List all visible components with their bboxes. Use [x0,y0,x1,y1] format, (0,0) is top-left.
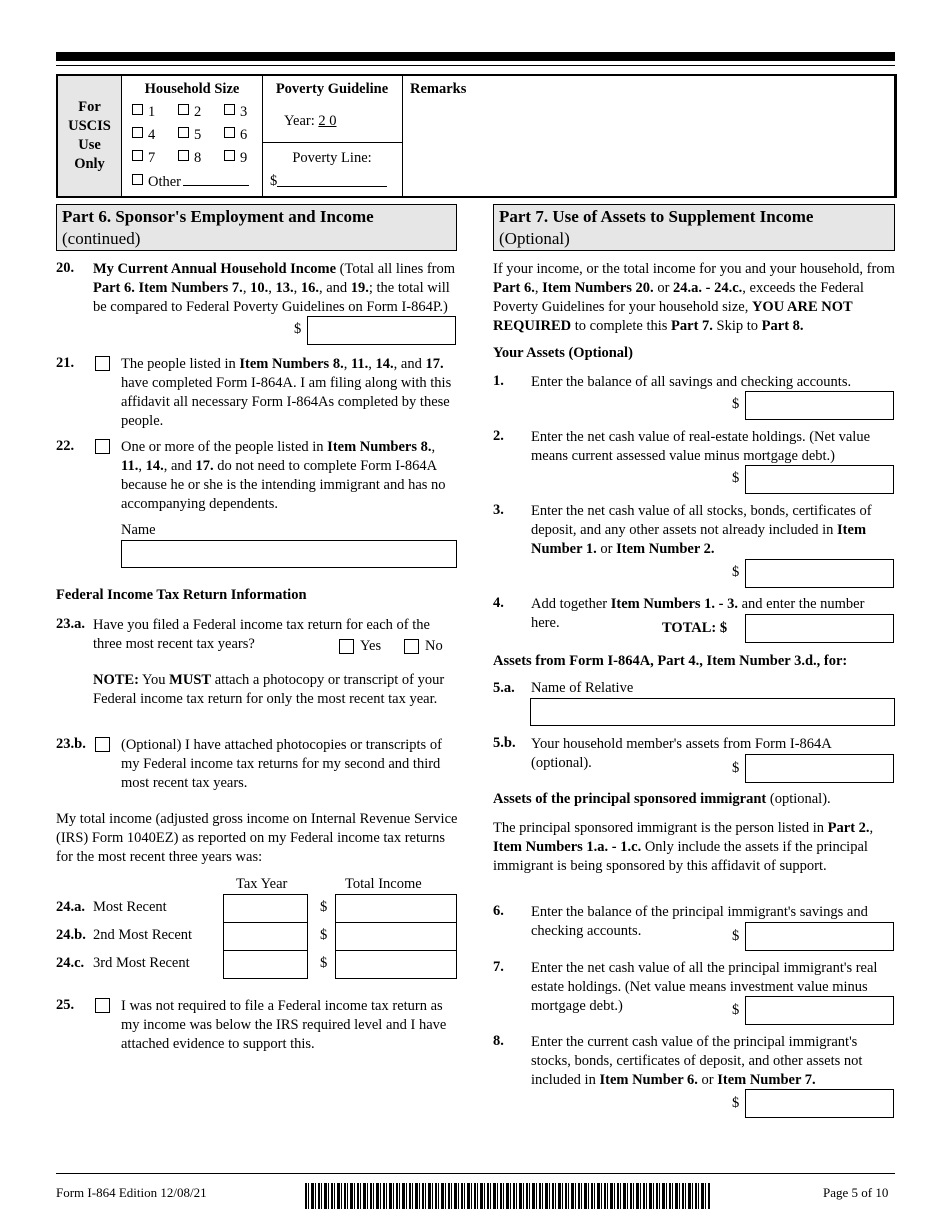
p7-item-6-text: Enter the balance of the principal immigrant's savings and checking accounts. [531,904,868,939]
item-23a-yes-checkbox[interactable] [339,639,354,654]
household-option-other[interactable]: Other [132,173,249,191]
item-22-text: One or more of the people listed in Item Numbers 8., 11., 14., and 17. do not need to complete Form I-864A because he or she is the intending immigrant and has no accompanying dependents. [121,439,446,512]
household-option-2[interactable]: 2 [178,104,224,121]
household-income-input[interactable] [307,316,456,345]
immigrant-savings-input[interactable] [745,922,894,951]
poverty-year-field[interactable]: Year: 2 0 [284,113,337,129]
tax-year-input-24a[interactable] [223,894,308,923]
stocks-bonds-input[interactable] [745,559,894,588]
federal-tax-heading: Federal Income Tax Return Information [56,587,307,603]
household-option-1[interactable]: 1 [132,104,178,121]
household-option-3[interactable]: 3 [224,104,247,121]
p7-item-5b-text: Your household member's assets from Form I-864A (optional). [531,736,831,771]
barcode-icon [305,1183,710,1209]
p7-item-6-number: 6. [493,903,504,919]
part7-intro: If your income, or the total income for you and your household, from Part 6., Item Numbers 20. or 24.a. - 24.c., exceeds the Federal Poverty Guidelines for your household size, YOU ARE NOT REQUIRED to complete this Part 7. Skip to Part 8. [493,261,895,334]
total-income-text: My total income (adjusted gross income on Internal Revenue Service (IRS) Form 1040EZ) as reported on my Federal income tax returns for the most recent three years was: [56,811,458,865]
row-label: Most Recent [93,899,167,915]
item-25-number: 25. [56,997,75,1013]
p7-item-1-text: Enter the balance of all savings and checking accounts. [531,374,852,390]
part6-title: Part 6. Sponsor's Employment and Income [62,207,374,226]
form-edition: Form I-864 Edition 12/08/21 [56,1185,207,1200]
name-label: Name [121,522,156,538]
top-rule-thick [56,52,895,61]
note-23a: NOTE: You MUST attach a photocopy or transcript of your Federal income tax return for only the most recent tax year. [93,672,445,707]
household-row-3 [132,150,247,167]
p7-item-7-number: 7. [493,959,504,975]
item-22-checkbox[interactable] [95,439,110,454]
household-row-2 [132,127,247,144]
part7-subtitle: (Optional) [499,229,570,248]
part7-header [493,204,895,251]
item-23a-no-label: No [425,638,443,654]
item-21-text: The people listed in Item Numbers 8., 11., 14., and 17. have completed Form I-864A. I am filing along with this affidavit all necessary Form I-864As completed by these people. [121,356,452,429]
p7-item-4-text: Add together Item Numbers 1. - 3. and enter the number here. [531,596,865,631]
poverty-divider [262,142,402,143]
total-assets-input[interactable] [745,614,894,643]
relative-name-input[interactable] [530,698,895,726]
principal-immigrant-text: The principal sponsored immigrant is the person listed in Part 2., Item Numbers 1.a. - 1.c. Only include the assets if the principal immigrant is being sponsored by this affidavit of support. [493,820,874,874]
row-label: 3rd Most Recent [93,955,190,971]
item-20-text: My Current Annual Household Income (Total all lines from Part 6. Item Numbers 7., 10., 13., 16., and 19.; the total will be compared to Federal Poverty Guidelines on Form I-864P.) [93,261,456,315]
household-option-8[interactable]: 8 [178,150,224,167]
household-size-title: Household Size [144,81,240,97]
item-25-checkbox[interactable] [95,998,110,1013]
dollar-sign: $ [320,927,328,943]
your-assets-heading: Your Assets (Optional) [493,345,633,361]
dollar-sign: $ [732,1002,740,1018]
item-20-dollar: $ [294,321,302,337]
dollar-sign: $ [320,899,328,915]
p7-item-5a-number: 5.a. [493,680,515,696]
item-23b-number: 23.b. [56,736,86,752]
dollar-sign: $ [732,470,740,486]
uscis-label: For USCIS Use Only [58,76,122,196]
remarks-section[interactable] [402,76,895,196]
item-23a-no-checkbox[interactable] [404,639,419,654]
dollar-sign: $ [732,564,740,580]
p7-item-2-number: 2. [493,428,504,444]
total-income-input-24c[interactable] [335,950,457,979]
tax-year-input-24b[interactable] [223,922,308,951]
item-25-text: I was not required to file a Federal income tax return as my income was below the IRS required level and I have attached evidence to support this. [121,998,447,1052]
assets-i864a-heading: Assets from Form I-864A, Part 4., Item Number 3.d., for: [493,653,848,669]
name-input[interactable] [121,540,457,568]
item-23a-number: 23.a. [56,616,85,632]
p7-item-3-number: 3. [493,502,504,518]
item-23b-checkbox[interactable] [95,737,110,752]
item-23b-text: (Optional) I have attached photocopies or transcripts of my Federal income tax returns for my second and third most recent tax years. [121,737,442,791]
total-income-input-24a[interactable] [335,894,457,923]
p7-item-3-text: Enter the net cash value of all stocks, bonds, certificates of deposit, and any other assets not already included in Item Number 1. or Item Number 2. [531,503,872,557]
part7-title: Part 7. Use of Assets to Supplement Income [499,207,814,226]
relative-name-label: Name of Relative [531,680,634,696]
household-size-section [122,76,263,196]
item-23a-yes-label: Yes [360,638,382,654]
p7-item-7-text: Enter the net cash value of all the principal immigrant's real estate holdings. (Net value means investment value minus mortgage debt.) [531,960,878,1014]
p7-item-5b-number: 5.b. [493,735,516,751]
row-number: 24.a. [56,899,85,915]
part6-subtitle: (continued) [62,229,141,248]
household-row-1 [132,104,247,121]
poverty-guideline-section [262,76,403,196]
top-rule-thin [56,65,895,66]
remarks-label: Remarks [410,81,467,97]
household-option-6[interactable]: 6 [224,127,247,144]
item-22-number: 22. [56,438,75,454]
item-21-checkbox[interactable] [95,356,110,371]
total-income-col-header: Total Income [345,876,422,892]
household-option-9[interactable]: 9 [224,150,247,167]
immigrant-real-estate-input[interactable] [745,996,894,1025]
item-21-number: 21. [56,355,75,371]
immigrant-stocks-input[interactable] [745,1089,894,1118]
poverty-guideline-title: Poverty Guideline [275,81,389,97]
savings-balance-input[interactable] [745,391,894,420]
poverty-line-field[interactable]: $ [270,172,387,190]
p7-item-4-number: 4. [493,595,504,611]
p7-item-8-number: 8. [493,1033,504,1049]
dollar-sign: $ [320,955,328,971]
footer-rule [56,1173,895,1174]
dollar-sign: $ [732,396,740,412]
page-number: Page 5 of 10 [823,1185,889,1200]
tax-year-input-24c[interactable] [223,950,308,979]
dollar-sign: $ [732,928,740,944]
household-member-assets-input[interactable] [745,754,894,783]
tax-year-col-header: Tax Year [236,876,288,892]
item-23a-text: Have you filed a Federal income tax return for each of the three most recent tax years? [93,617,430,652]
p7-item-8-text: Enter the current cash value of the principal immigrant's stocks, bonds, certificates of deposit, and other assets not included in Item Number 6. or Item Number 7. [531,1034,863,1088]
part6-header [56,204,457,251]
total-label: TOTAL: $ [662,620,728,636]
row-number: 24.b. [56,927,86,943]
household-option-4[interactable]: 4 [132,127,178,144]
household-option-5[interactable]: 5 [178,127,224,144]
household-option-7[interactable]: 7 [132,150,178,167]
principal-assets-heading: Assets of the principal sponsored immigrant (optional). [493,791,831,807]
poverty-line-label: Poverty Line: [292,150,372,166]
row-label: 2nd Most Recent [93,927,193,943]
row-number: 24.c. [56,955,85,971]
real-estate-input[interactable] [745,465,894,494]
dollar-sign: $ [732,760,740,776]
p7-item-2-text: Enter the net cash value of real-estate holdings. (Net value means current assessed value minus mortgage debt.) [531,429,871,464]
uscis-use-only-box [56,74,897,198]
item-20-number: 20. [56,260,75,276]
dollar-sign: $ [732,1095,740,1111]
total-income-input-24b[interactable] [335,922,457,951]
p7-item-1-number: 1. [493,373,504,389]
